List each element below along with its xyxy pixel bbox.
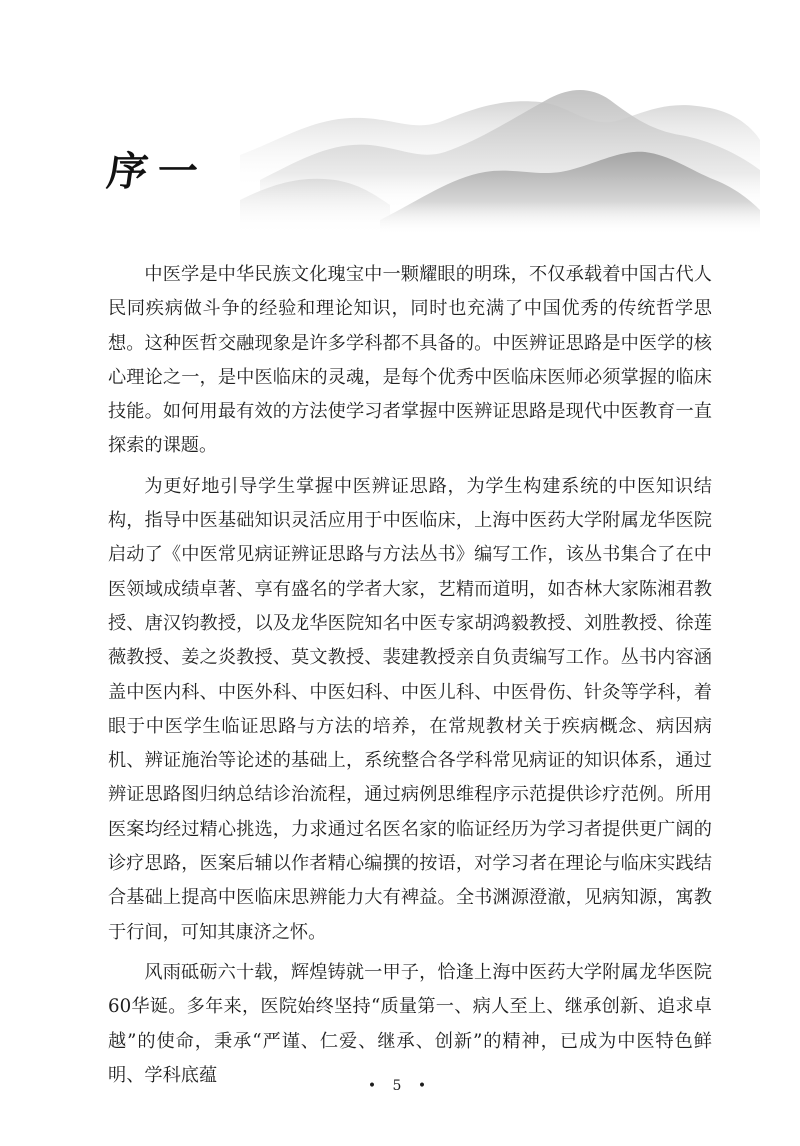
paragraph: 中医学是中华民族文化瑰宝中一颗耀眼的明珠，不仅承载着中国古代人民同疾病做斗争的经验和理论知识，同时也充满了中国优秀的传统哲学思想。这种医哲交融现象是许多学科都不具备的。中医辨证思路是中医学的核心理论之一，是中医临床的灵魂，是每个优秀中医临床医师必须掌握的临床技能。如何用最有效的方法使学习者掌握中医辨证思路是现代中医教育一直探索的课题。 xyxy=(108,264,712,457)
page-title: 序一 xyxy=(104,148,211,195)
paragraph: 风雨砥砺六十载，辉煌铸就一甲子，恰逢上海中医药大学附属龙华医院60华诞。多年来，医院始终坚持“质量第一、病人至上、继承创新、追求卓越”的使命，秉承“严谨、仁爱、继承、创新”的精神，已成为中医特色鲜明、学科底蕴 xyxy=(108,961,712,1086)
ink-mountain-illustration xyxy=(240,60,760,235)
page-number: • 5 • xyxy=(367,1078,433,1094)
body-text xyxy=(108,258,712,1099)
paragraph: 为更好地引导学生掌握中医辨证思路，为学生构建系统的中医知识结构，指导中医基础知识灵活应用于中医临床，上海中医药大学附属龙华医院启动了《中医常见病证辨证思路与方法丛书》编写工作，该丛书集合了在中医领域成绩卓著、享有盛名的学者大家，艺精而道明，如杏林大家陈湘君教授、唐汉钧教授，以及龙华医院知名中医专家胡鸿毅教授、刘胜教授、徐莲薇教授、姜之炎教授、莫文教授、裴建教授亲自负责编写工作。丛书内容涵盖中医内科、中医外科、中医妇科、中医儿科、中医骨伤、针灸等学科，着眼于中医学生临证思路与方法的培养，在常规教材关于疾病概念、病因病机、辨证施治等论述的基础上，系统整合各学科常见病证的知识体系，通过辨证思路图归纳总结诊治流程，通过病例思维程序示范提供诊疗范例。所用医案均经过精心挑选，力求通过名医名家的临证经历为学习者提供更广阔的诊疗思路，医案后辅以作者精心编撰的按语，对学习者在理论与临床实践结合基础上提高中医临床思辨能力大有裨益。全书渊源澄澈，见病知源，寓教于行间，可知其康济之怀。 xyxy=(108,475,712,943)
